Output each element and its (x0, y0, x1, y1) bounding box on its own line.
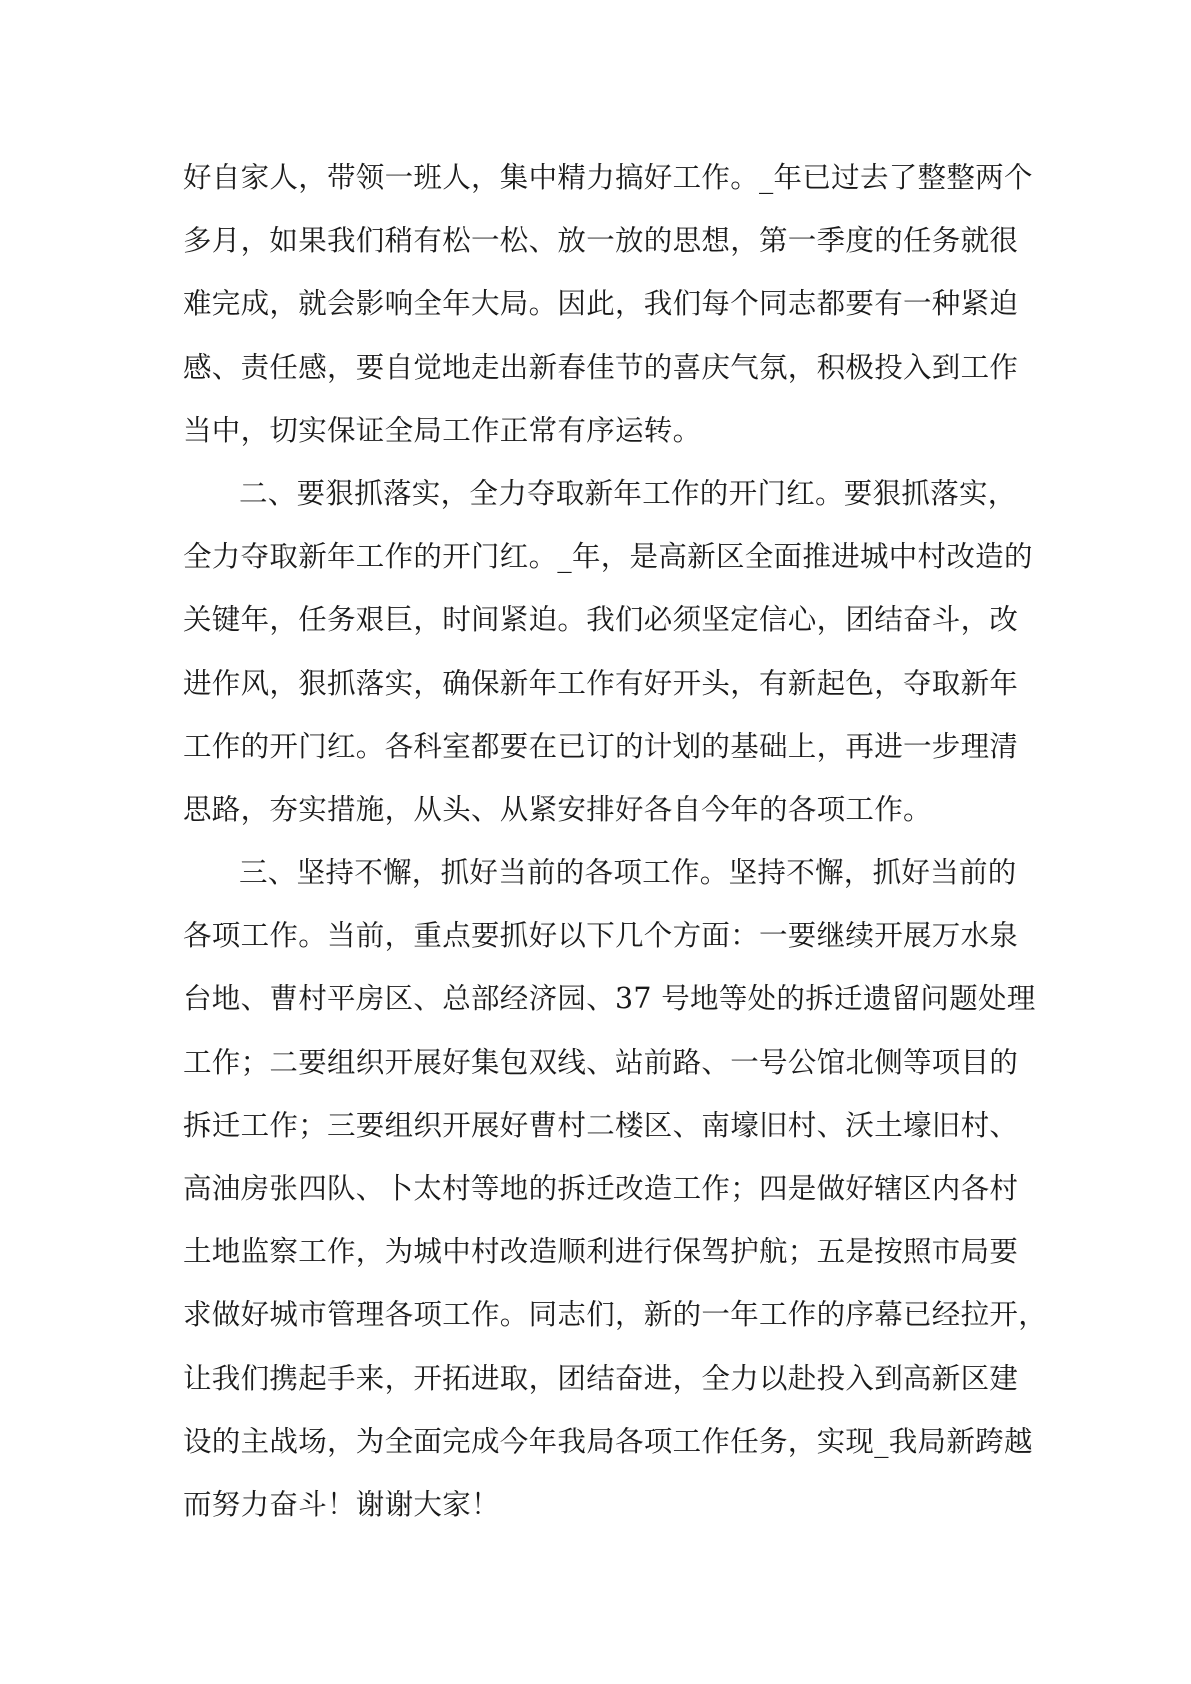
text-line: 高油房张四队、卜太村等地的拆迁改造工作；四是做好辖区内各村 (183, 1172, 1019, 1205)
text-line: 工作；二要组织开展好集包双线、站前路、一号公馆北侧等项目的 (183, 1045, 1019, 1079)
text-line: 好自家人，带领一班人，集中精力搞好工作。_年已过去了整整两个 (183, 161, 1033, 194)
text-line: 关键年，任务艰巨，时间紧迫。我们必须坚定信心，团结奋斗，改 (183, 603, 1019, 637)
text-line: 全力夺取新年工作的开门红。_年，是高新区全面推进城中村改造的 (183, 540, 1033, 574)
text-line: 拆迁工作；三要组织开展好曹村二楼区、南壕旧村、沃土壕旧村、 (183, 1108, 1019, 1142)
text-line: 土地监察工作，为城中村改造顺利进行保驾护航；五是按照市局要 (183, 1235, 1019, 1269)
text-line: 当中，切实保证全局工作正常有序运转。 (183, 413, 702, 447)
paragraph-start-line: 二、要狠抓落实，全力夺取新年工作的开门红。要狠抓落实， (239, 476, 1017, 510)
text-line: 工作的开门红。各科室都要在已订的计划的基础上，再进一步理清 (183, 729, 1019, 763)
text-line: 求做好城市管理各项工作。同志们，新的一年工作的序幕已经拉开， (183, 1298, 1048, 1332)
text-line: 而努力奋斗！谢谢大家！ (183, 1487, 500, 1521)
text-line: 让我们携起手来，开拓进取，团结奋进，全力以赴投入到高新区建 (183, 1361, 1019, 1395)
text-line: 设的主战场，为全面完成今年我局各项工作任务，实现_我局新跨越 (183, 1424, 1033, 1458)
text-line: 台地、曹村平房区、总部经济园、37 号地等处的拆迁遗留问题处理 (183, 982, 1036, 1016)
text-line: 感、责任感，要自觉地走出新春佳节的喜庆气氛，积极投入到工作 (183, 350, 1019, 384)
text-line: 各项工作。当前，重点要抓好以下几个方面：一要继续开展万水泉 (183, 919, 1019, 953)
text-line: 进作风，狠抓落实，确保新年工作有好开头，有新起色，夺取新年 (183, 666, 1019, 700)
paragraph-start-line: 三、坚持不懈，抓好当前的各项工作。坚持不懈，抓好当前的 (239, 856, 1017, 890)
body-text (183, 146, 1048, 1536)
text-line: 多月，如果我们稍有松一松、放一放的思想，第一季度的任务就很 (183, 224, 1019, 258)
text-line: 思路，夯实措施，从头、从紧安排好各自今年的各项工作。 (183, 792, 932, 826)
text-line: 难完成，就会影响全年大局。因此，我们每个同志都要有一种紧迫 (183, 287, 1019, 321)
